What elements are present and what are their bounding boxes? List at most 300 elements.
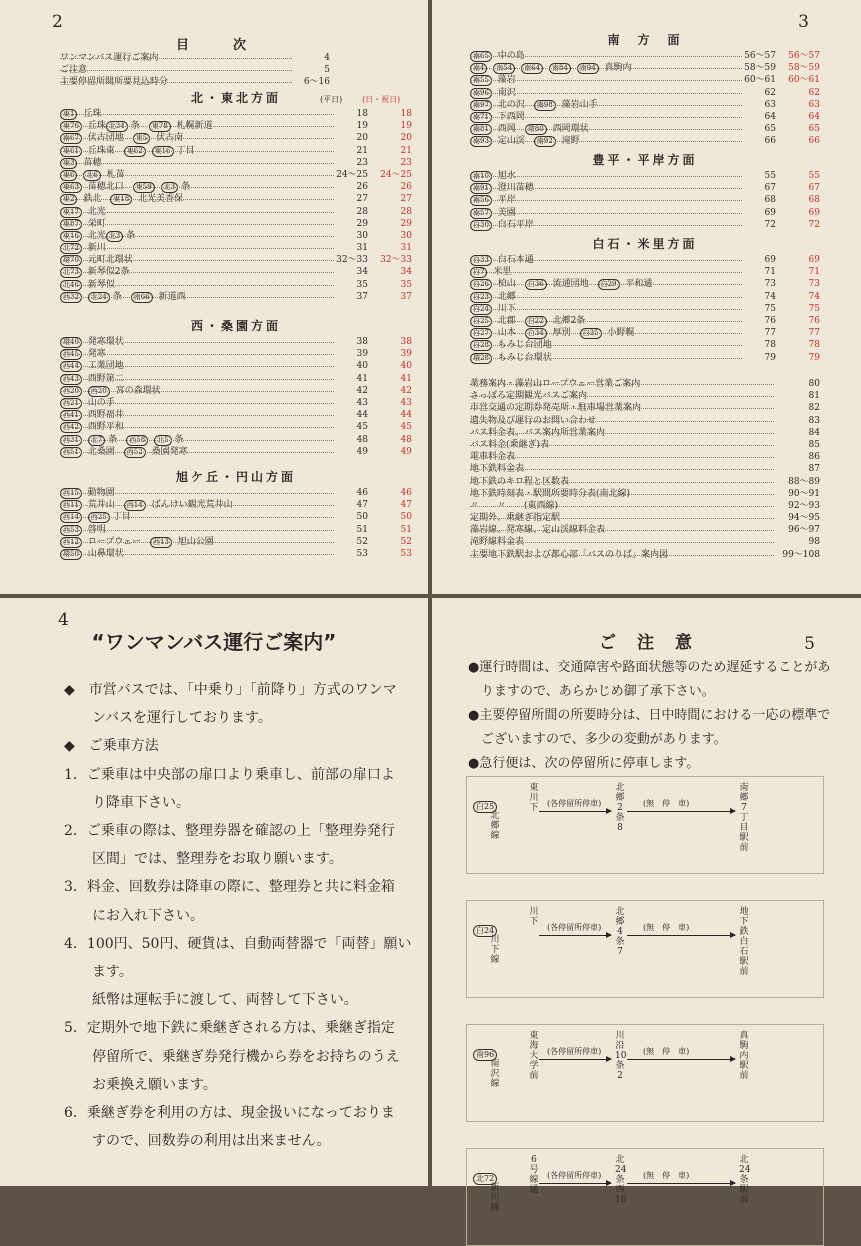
toc-row[interactable] <box>60 446 412 458</box>
page-ref: 63 <box>764 99 776 110</box>
leader-dots <box>470 408 774 409</box>
express-route-box <box>466 900 824 998</box>
route-badge: 西20 <box>60 386 82 397</box>
section-heading: 北・東北方面 (平日) (日・祝日) <box>190 91 401 105</box>
page-ref: 6～16 <box>303 77 330 88</box>
page-ref: 50 <box>356 512 368 523</box>
holiday-page-ref: 74 <box>808 291 820 302</box>
toc-row[interactable] <box>470 427 820 439</box>
holiday-page-ref: 67 <box>808 183 820 194</box>
leader-dots <box>60 199 334 200</box>
leader-dots <box>470 345 742 346</box>
toc-row[interactable] <box>60 397 412 409</box>
toc-row[interactable] <box>470 549 820 561</box>
leader-dots <box>60 505 334 506</box>
toc-row[interactable] <box>470 390 820 402</box>
toc-row[interactable] <box>60 230 412 242</box>
toc-label: 白7 米里 <box>470 266 511 278</box>
guide-line: ◆ ご乗車方法 <box>64 738 159 755</box>
toc-row[interactable] <box>60 145 412 157</box>
toc-label: 北46 新琴似 <box>60 279 115 291</box>
page-ref: 67 <box>764 183 776 194</box>
toc-label: 西20 西20 宮の森環状 <box>60 385 161 397</box>
holiday-page-ref: 38 <box>400 337 412 347</box>
holiday-page-ref: 27 <box>400 194 412 205</box>
toc-row[interactable] <box>60 409 412 421</box>
toc-row[interactable] <box>60 266 412 278</box>
route-badge: 西14 <box>60 512 82 523</box>
leader-dots <box>60 530 334 531</box>
route-badge: 白33 <box>470 255 492 266</box>
route-badge: 環40 <box>60 337 82 348</box>
toc-label: 遺失物及び運行のお問い合わせ <box>470 415 597 426</box>
toc-label: 環70 元町北環状 <box>60 254 133 266</box>
toc-row[interactable] <box>60 132 412 144</box>
toc-row[interactable] <box>470 512 820 524</box>
toc-row[interactable] <box>60 348 412 360</box>
route-badge: 環80 <box>525 124 547 135</box>
toc-row[interactable] <box>470 182 820 194</box>
leader-dots <box>60 58 292 59</box>
route-badge: 南96 <box>470 88 492 99</box>
holiday-page-ref: 42 <box>400 385 412 396</box>
toc-row[interactable] <box>60 242 412 254</box>
route-badge: 西21 <box>60 398 82 409</box>
toc-label: 環50 山鼻環状 <box>60 548 124 560</box>
leader-dots <box>60 82 292 83</box>
stop-name: 東川下 <box>529 783 539 813</box>
route-badge: 白27 <box>470 328 492 339</box>
route-badge: 環28 <box>470 353 492 364</box>
toc-label: 西41 西野福井 <box>60 409 124 421</box>
leader-dots <box>470 80 742 81</box>
toc-row[interactable] <box>470 170 820 182</box>
route-badge: 南98 <box>534 100 556 111</box>
leader-dots <box>60 403 334 404</box>
toc-row[interactable] <box>60 218 412 230</box>
page-number: 3 <box>798 12 809 32</box>
page-ref: 69 <box>764 255 776 265</box>
holiday-page-ref: 68 <box>808 195 820 206</box>
toc-row[interactable] <box>470 476 820 488</box>
toc-row[interactable] <box>60 360 412 372</box>
toc-label: 白26 柏山 白36 流通団地 白29 平和通 <box>470 278 652 290</box>
route-badge: 西42 <box>60 422 82 433</box>
toc-label: 西42 西野平和 <box>60 421 124 433</box>
route-badge: 南71 <box>470 112 492 123</box>
route-badge: 環50 <box>60 549 82 560</box>
page-ref: 26 <box>356 182 368 193</box>
route-badge: 南54 <box>493 63 515 74</box>
holiday-page-ref: 72 <box>808 219 820 230</box>
toc-row[interactable] <box>470 99 820 111</box>
toc-label: 東76 丘珠 北34 条 東78 札幌新道 <box>60 120 213 132</box>
guide-line: ◆ 市営バスでは、「中乗り」「前降り」方式のワンマ <box>64 682 397 698</box>
line-name: 南沢線 <box>490 1059 500 1089</box>
leader-dots <box>470 555 774 556</box>
toc-label: 西14 西25 丁目 <box>60 511 131 523</box>
guide-line: ます。 <box>64 964 133 981</box>
guide-line: 3．料金、回数券は降車の際に、整理券と共に料金箱 <box>64 879 395 896</box>
page-ref: 92～93 <box>788 500 820 511</box>
toc-row[interactable] <box>470 135 820 147</box>
section-heading: 南 方 面 <box>607 33 683 47</box>
leader-dots <box>60 175 334 176</box>
leader-dots <box>470 482 774 483</box>
toc-row[interactable] <box>60 373 412 385</box>
leader-dots <box>470 469 774 470</box>
page-ref: 71 <box>764 267 776 278</box>
toc-label: ワンマンバス運行ご案内 <box>60 53 159 63</box>
toc-row[interactable] <box>470 50 820 62</box>
stop-note: (無 停 車) <box>643 799 690 808</box>
toc-section-asahigaoka <box>60 471 412 560</box>
toc-row[interactable] <box>470 62 820 74</box>
page-ref: 65 <box>764 124 776 135</box>
toc-row[interactable] <box>470 111 820 123</box>
toc-row[interactable] <box>60 254 412 266</box>
page-ref: 32～33 <box>336 255 368 266</box>
toc-label: 東2 鉄北 東18 北光美香保 <box>60 193 183 205</box>
route-badge: 環70 <box>60 255 82 266</box>
guide-line: 4．100円、50円、硬貨は、自動両替器で「両替」願い <box>64 935 412 952</box>
route-badge: 南64 <box>521 63 543 74</box>
guide-line: 6．乗継ぎ券を利用の方は、現金扱いになっておりま <box>64 1105 395 1122</box>
leader-dots <box>470 141 742 142</box>
page-ref: 45 <box>356 422 368 433</box>
holiday-page-ref: 20 <box>400 133 412 144</box>
toc-label: 西32 北24 条 南66 新道西 <box>60 291 186 303</box>
holiday-page-ref: 69 <box>808 255 820 265</box>
toc-row[interactable] <box>470 339 820 351</box>
toc-row[interactable] <box>60 336 412 348</box>
toc-label: 主要停留所間所要見込時分 <box>60 77 169 88</box>
route-badge: 西13 <box>150 537 172 548</box>
toc-row[interactable] <box>470 194 820 206</box>
leader-dots <box>470 530 774 531</box>
toc-label: 白28 もみじ台団地 <box>470 339 552 351</box>
toc-row[interactable] <box>60 120 412 132</box>
route-badge: 南55 <box>470 75 492 86</box>
leader-dots <box>60 517 334 518</box>
leader-dots <box>60 542 334 543</box>
holiday-page-ref: 34 <box>400 267 412 278</box>
page-ref: 87 <box>808 464 820 475</box>
toc-label: 南57 美園 <box>470 207 516 219</box>
page-ref: 86 <box>808 452 820 463</box>
toc-label: 南10 旭水 <box>470 170 516 182</box>
guide-line: にお入れ下さい。 <box>64 907 204 924</box>
holiday-page-ref: 69 <box>808 207 820 218</box>
stop-name: 北郷2条8 <box>615 783 625 833</box>
toc-label: 南55 藻岩 <box>470 74 516 86</box>
holiday-page-ref: 60～61 <box>788 75 820 86</box>
arrow <box>627 811 735 812</box>
page-ref: 69 <box>764 207 776 218</box>
holiday-page-ref: 55 <box>808 171 820 181</box>
toc-row[interactable] <box>60 548 412 560</box>
leader-dots <box>60 187 334 188</box>
toc-row[interactable] <box>470 451 820 463</box>
toc-section-west <box>60 320 412 458</box>
leader-dots <box>470 93 742 94</box>
toc-row[interactable] <box>470 488 820 500</box>
leader-dots <box>470 421 774 422</box>
toc-row[interactable] <box>470 123 820 135</box>
toc-row[interactable] <box>60 76 330 88</box>
route-badge: 西44 <box>60 361 82 372</box>
page-ref: 19 <box>356 121 368 132</box>
route-badge: 東16 <box>60 231 82 242</box>
toc-row[interactable] <box>470 87 820 99</box>
toc-row[interactable] <box>470 524 820 536</box>
page-ref: 78 <box>764 340 776 351</box>
toc-label: 白30 白石平岸 <box>470 219 534 231</box>
holiday-page-ref: 47 <box>400 500 412 511</box>
toc-section-toyohira <box>470 154 820 231</box>
route-badge: 白24 <box>473 925 497 937</box>
route-badge: 北6 <box>83 170 100 181</box>
leader-dots <box>470 188 742 189</box>
stop-name: 北24条西16 <box>615 1155 627 1205</box>
route-badge: 白30 <box>470 220 492 231</box>
express-route-box <box>466 776 824 874</box>
guide-line: すので、回数券の利用は出来ません。 <box>64 1133 331 1150</box>
page-ref: 44 <box>356 410 368 421</box>
toc-row[interactable] <box>60 536 412 548</box>
toc-label: 白33 白石本通 <box>470 254 534 266</box>
toc-label: 主要地下鉄駅および都心部「バスのりば」案内図 <box>470 549 669 560</box>
page-ref: 81 <box>808 391 820 402</box>
page-ref: 24～25 <box>336 169 368 180</box>
page-ref: 83 <box>808 415 820 426</box>
toc-label: 南4 南54 南64 南84 南94 真駒内 <box>470 62 632 74</box>
page-ref: 60～61 <box>744 75 776 86</box>
route-badge: 南92 <box>534 136 556 147</box>
route-badge: 南91 <box>470 183 492 194</box>
route-badge: 西25 <box>88 512 110 523</box>
toc-row[interactable] <box>470 74 820 86</box>
toc-label: 西53 啓明 <box>60 524 106 536</box>
toc-row[interactable] <box>60 181 412 193</box>
page-ref: 47 <box>356 500 368 511</box>
toc-row[interactable] <box>60 52 330 64</box>
route-badge: 南56 <box>470 195 492 206</box>
arrow <box>627 1059 735 1060</box>
stop-note: (無 停 車) <box>643 1047 690 1056</box>
holiday-page-ref: 78 <box>808 340 820 351</box>
holiday-page-ref: 53 <box>400 548 412 559</box>
page-ref: 53 <box>356 548 368 559</box>
toc-label: 東6 北6 札苗 <box>60 169 125 181</box>
toc-row[interactable] <box>470 315 820 327</box>
page-ref: 38 <box>356 337 368 347</box>
stop-name: 6号線通 <box>529 1155 539 1195</box>
toc-row[interactable] <box>470 327 820 339</box>
leader-dots <box>60 440 334 441</box>
route-badge: 南65 <box>470 51 492 62</box>
leader-dots <box>60 126 334 127</box>
line-name: 北郷線 <box>490 811 500 841</box>
page-ref: 80 <box>808 379 820 389</box>
toc-row[interactable] <box>60 524 412 536</box>
section-title: ご 注 意 <box>599 633 694 653</box>
stop-name: 東海大学前 <box>529 1031 539 1081</box>
leader-dots <box>470 542 774 543</box>
leader-dots <box>470 518 774 519</box>
route-badge: 南66 <box>131 292 153 303</box>
toc-row[interactable] <box>60 193 412 205</box>
leader-dots <box>60 163 334 164</box>
leader-dots <box>60 272 334 273</box>
toc-row[interactable] <box>60 487 412 499</box>
notice-line: ございますので、多少の変動があります。 <box>468 732 727 747</box>
page-ref: 98 <box>808 537 820 548</box>
toc-row[interactable] <box>470 266 820 278</box>
toc-row[interactable] <box>470 254 820 266</box>
leader-dots <box>470 176 742 177</box>
holiday-page-ref: 56～57 <box>788 51 820 61</box>
page-ref: 62 <box>764 87 776 98</box>
guide-line: 区間」では、整理券をお取り願います。 <box>64 851 343 868</box>
stop-note: (無 停 車) <box>643 923 690 932</box>
page-ref: 28 <box>356 206 368 217</box>
toc-row[interactable] <box>470 536 820 548</box>
leader-dots <box>470 272 742 273</box>
section-title: “ワンマンバス運行ご案内” <box>91 630 337 654</box>
route-badge: 西15 <box>60 488 82 499</box>
leader-dots <box>470 457 774 458</box>
toc-label: 西44 工業団地 <box>60 360 124 372</box>
toc-label: 白25 北郡 白22 北郷2条 <box>470 315 585 327</box>
stop-name: 真駒内駅前 <box>739 1031 749 1081</box>
holiday-page-ref: 73 <box>808 279 820 290</box>
route-badge: 白28 <box>470 340 492 351</box>
toc-row[interactable] <box>60 499 412 511</box>
guide-line: 停留所で、乗継ぎ券発行機から券をお持ちのうえ <box>64 1048 400 1065</box>
express-route-box <box>466 1148 824 1246</box>
toc-row[interactable] <box>470 415 820 427</box>
toc-label: 東61 丘珠東 東62 東16 丁目 <box>60 145 195 157</box>
route-badge: 北24 <box>88 292 110 303</box>
toc-row[interactable] <box>60 64 330 76</box>
toc-label: 藻岩線、発寒線、定山渓線料金表 <box>470 525 606 536</box>
holiday-page-ref: 62 <box>808 87 820 98</box>
toc-row[interactable] <box>470 352 820 364</box>
route-badge: 南10 <box>470 171 492 182</box>
notice-line: ●急行便は、次の停留所に停車します。 <box>468 756 700 771</box>
route-badge: 北34 <box>106 121 128 132</box>
toc-label: 南93 定山渓 南92 滝野 <box>470 135 580 147</box>
toc-row[interactable] <box>470 402 820 414</box>
holiday-page-ref: 21 <box>400 145 412 156</box>
toc-row[interactable] <box>470 303 820 315</box>
leader-dots <box>60 354 334 355</box>
holiday-page-ref: 52 <box>400 536 412 547</box>
route-badge: 東76 <box>60 121 82 132</box>
leader-dots <box>60 554 334 555</box>
toc-row[interactable] <box>470 207 820 219</box>
page-ref: 68 <box>764 195 776 206</box>
toc-row[interactable] <box>60 421 412 433</box>
holiday-page-ref: 35 <box>400 279 412 290</box>
toc-label: 〃 〃 (東西線) <box>470 500 559 511</box>
route-badge: 北3 <box>106 231 123 242</box>
route-badge: 東3 <box>60 158 77 169</box>
leader-dots <box>470 284 742 285</box>
toc-row[interactable] <box>60 385 412 397</box>
page-2 <box>0 0 428 594</box>
guide-line: お乗換え願います。 <box>64 1076 217 1093</box>
toc-label: 地下鉄のキロ程と区数表 <box>470 476 570 487</box>
toc-misc-list <box>470 378 820 561</box>
toc-row[interactable] <box>470 278 820 290</box>
section-heading: 豊平・平岸方面 <box>592 153 698 167</box>
route-badge: 西51 <box>60 447 82 458</box>
toc-row[interactable] <box>470 291 820 303</box>
toc-row[interactable] <box>60 108 412 120</box>
toc-row[interactable] <box>470 439 820 451</box>
holiday-page-ref: 44 <box>400 410 412 421</box>
leader-dots <box>60 366 334 367</box>
toc-label: 西15 動物園 <box>60 487 115 499</box>
leader-dots <box>470 225 742 226</box>
page-ref: 29 <box>356 218 368 229</box>
leader-dots <box>470 129 742 130</box>
leader-dots <box>470 494 774 495</box>
toc-row[interactable] <box>60 206 412 218</box>
leader-dots <box>470 297 742 298</box>
stop-note: (各停留所停車) <box>547 1171 602 1180</box>
holiday-page-ref: 58～59 <box>788 63 820 74</box>
leader-dots <box>470 68 742 69</box>
leader-dots <box>60 391 334 392</box>
leader-dots <box>60 379 334 380</box>
toc-row[interactable] <box>470 219 820 231</box>
toc-row[interactable] <box>60 291 412 303</box>
page-ref: 48 <box>356 434 368 445</box>
toc-row[interactable] <box>60 511 412 523</box>
toc-row[interactable] <box>60 279 412 291</box>
leader-dots <box>470 433 774 434</box>
toc-label: 西45 発寒 <box>60 348 106 360</box>
leader-dots <box>470 117 742 118</box>
toc-row[interactable] <box>470 463 820 475</box>
page-ref: 30 <box>356 230 368 241</box>
leader-dots <box>60 297 334 298</box>
toc-label: 東17 北光 <box>60 206 106 218</box>
route-badge: 西52 <box>124 447 146 458</box>
route-badge: 西32 <box>60 292 82 303</box>
holiday-page-ref: 37 <box>400 291 412 302</box>
toc-row[interactable] <box>60 169 412 181</box>
toc-row[interactable] <box>470 500 820 512</box>
leader-dots <box>60 493 334 494</box>
holiday-page-ref: 76 <box>808 315 820 326</box>
leader-dots <box>470 333 742 334</box>
holiday-page-ref: 50 <box>400 512 412 523</box>
toc-row[interactable] <box>470 378 820 390</box>
leader-dots <box>470 396 774 397</box>
toc-row[interactable] <box>60 434 412 446</box>
toc-row[interactable] <box>60 157 412 169</box>
page-ref: 79 <box>764 352 776 363</box>
toc-label: 東87 栄町 <box>60 218 106 230</box>
toc-label: 西51 北桑園 西52 桑園発寒 <box>60 446 188 458</box>
guide-line: ンバスを運行しております。 <box>64 710 272 727</box>
route-badge: 白35 <box>580 328 602 339</box>
holiday-page-ref: 64 <box>808 111 820 122</box>
